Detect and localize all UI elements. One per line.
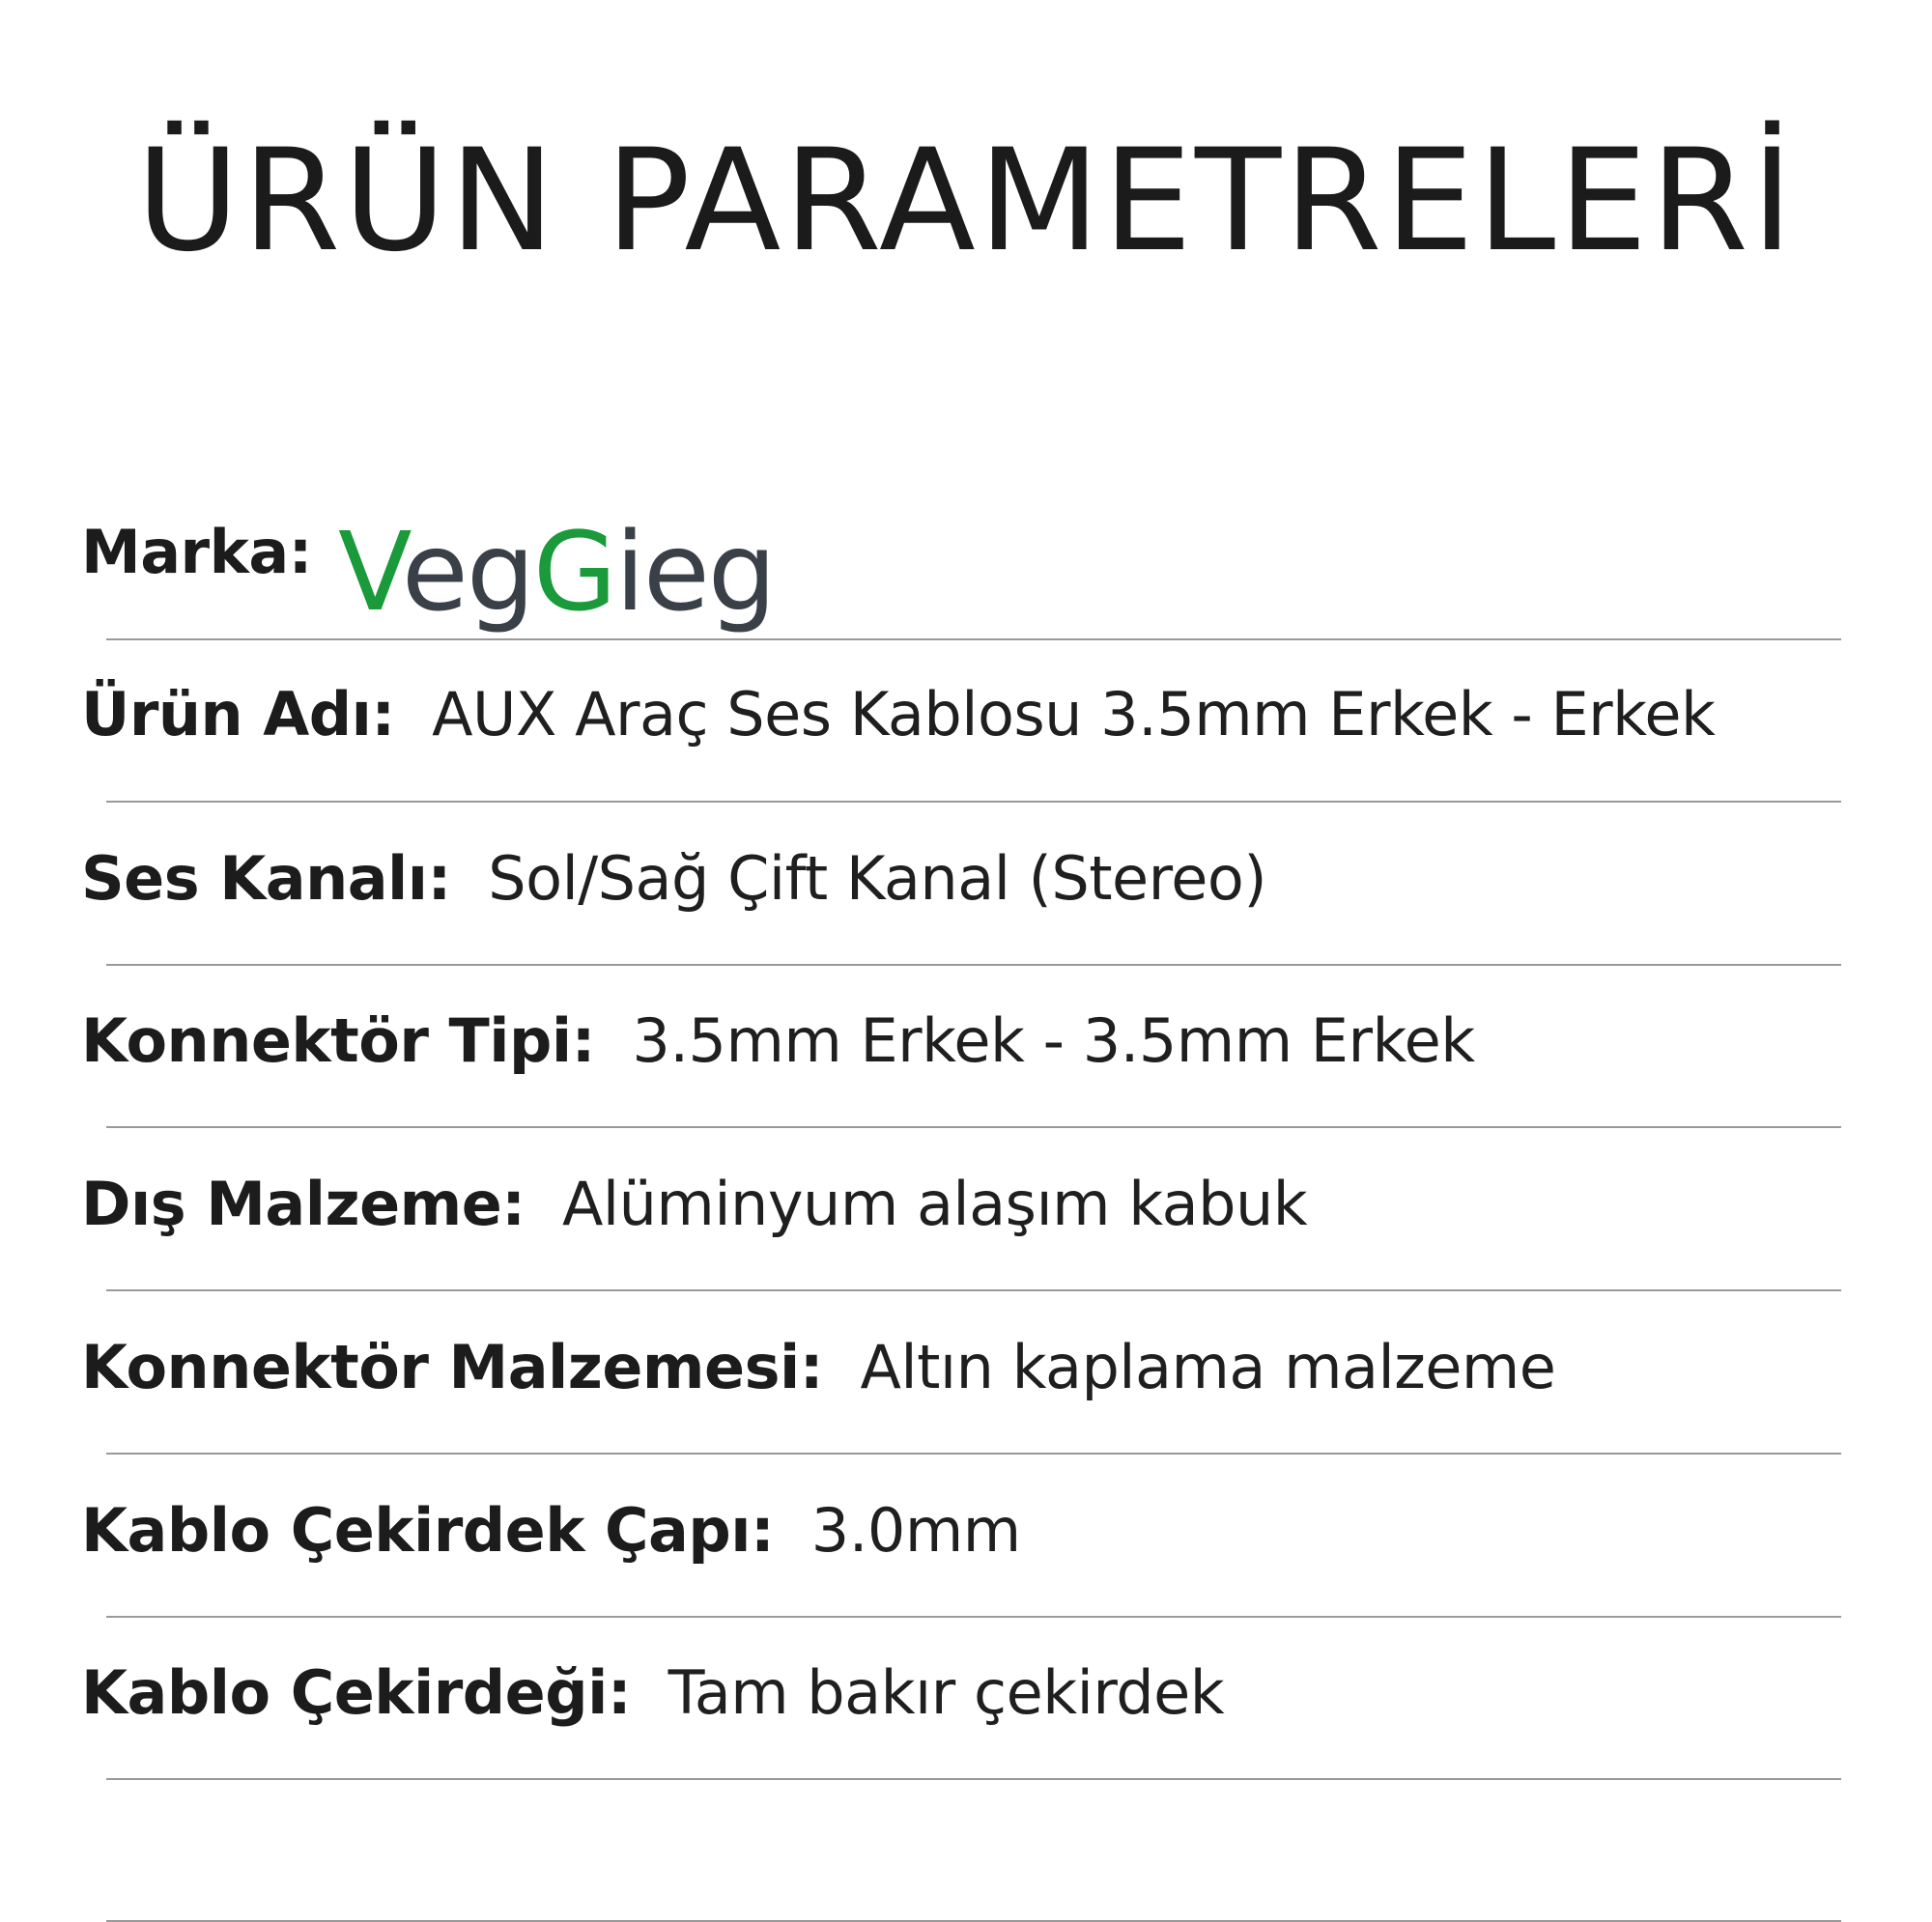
param-row-product-name (81, 676, 1859, 792)
param-value: Sol/Sağ Çift Kanal (Stereo) (488, 843, 1267, 914)
param-label: Konnektör Tipi: (81, 1005, 595, 1076)
param-label: Ürün Adı: (81, 679, 395, 749)
param-row-audio-channel (81, 840, 1859, 956)
divider (106, 1616, 1841, 1618)
param-label: Kablo Çekirdeği: (81, 1657, 632, 1728)
param-row-core-diameter (81, 1492, 1859, 1608)
param-value: Alüminyum alaşım kabuk (562, 1169, 1308, 1239)
divider (106, 638, 1841, 640)
divider (106, 1289, 1841, 1291)
param-label: Ses Kanalı: (81, 843, 451, 914)
brand-logo-part: G (532, 510, 615, 636)
param-value: 3.5mm Erkek - 3.5mm Erkek (632, 1005, 1475, 1076)
param-label: Konnektör Malzemesi: (81, 1332, 824, 1402)
brand-logo-part: eg (401, 510, 533, 636)
divider (106, 964, 1841, 966)
page-title: ÜRÜN PARAMETRELERİ (136, 119, 1796, 283)
param-row-outer-material (81, 1166, 1859, 1282)
param-row-core (81, 1654, 1859, 1770)
param-row-connector-material (81, 1329, 1859, 1445)
param-row-connector-type (81, 1003, 1859, 1118)
param-value: AUX Araç Ses Kablosu 3.5mm Erkek - Erkek (432, 679, 1716, 749)
divider (106, 801, 1841, 803)
param-value: Tam bakır çekirdek (668, 1657, 1225, 1728)
param-value: Altın kaplama malzeme (860, 1332, 1556, 1402)
brand-logo-part: V (338, 510, 402, 636)
param-label: Kablo Çekirdek Çapı: (81, 1495, 775, 1566)
divider (106, 1778, 1841, 1780)
brand-label: Marka: (81, 517, 312, 587)
brand-logo (338, 510, 775, 636)
divider (106, 1126, 1841, 1128)
param-label: Dış Malzeme: (81, 1169, 526, 1239)
brand-logo-part: ieg (614, 510, 775, 636)
param-value: 3.0mm (810, 1495, 1021, 1566)
divider (106, 1453, 1841, 1455)
